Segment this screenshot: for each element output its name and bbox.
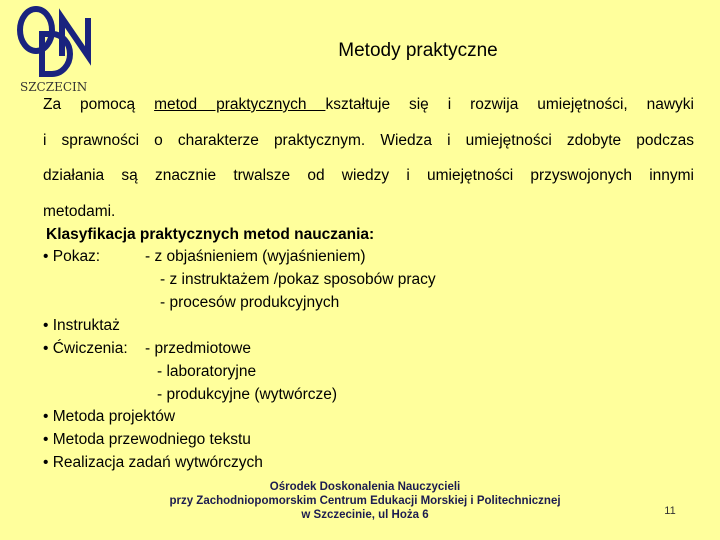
- list-subitem: - produkcyjne (wytwórcze): [157, 386, 338, 403]
- list-item: • Instruktaż: [43, 317, 120, 334]
- footer: [100, 480, 630, 522]
- list-item: • Pokaz:: [43, 248, 101, 265]
- list-subitem: - z objaśnieniem (wyjaśnieniem): [145, 248, 366, 265]
- intro-line-3: działania są znacznie trwalsze od wiedzy i umiejętności przyswojonych innymi: [43, 167, 694, 184]
- classification-heading: Klasyfikacja praktycznych metod nauczania:: [46, 226, 375, 243]
- intro-text: Za pomocą: [43, 96, 155, 113]
- intro-line-2: i sprawności o charakterze praktycznym. Wiedza i umiejętności zdobyte podczas: [43, 132, 694, 149]
- list-subitem: - laboratoryjne: [157, 363, 257, 380]
- slide-title: Metody praktyczne: [338, 40, 498, 61]
- intro-line-1: [43, 96, 694, 114]
- list-item: • Metoda przewodniego tekstu: [43, 431, 251, 448]
- list-subitem: - z instruktażem /pokaz sposobów pracy: [160, 271, 436, 288]
- list-subitem: - procesów produkcyjnych: [160, 294, 340, 311]
- list-item: • Metoda projektów: [43, 408, 176, 425]
- svg-text:SZCZECIN: SZCZECIN: [20, 80, 88, 94]
- list-item: • Realizacja zadań wytwórczych: [43, 454, 263, 471]
- footer-line: przy Zachodniopomorskim Centrum Edukacji Morskiej i Politechnicznej: [169, 495, 561, 507]
- odn-logo: [14, 4, 104, 94]
- footer-line: Ośrodek Doskonalenia Nauczycieli: [269, 481, 461, 493]
- list-item: • Ćwiczenia:: [43, 340, 128, 357]
- intro-line-4: metodami.: [43, 203, 116, 220]
- page-number: 11: [664, 505, 676, 517]
- intro-underlined: metod praktycznych: [154, 96, 326, 113]
- footer-line: w Szczecinie, ul Hoża 6: [301, 509, 429, 521]
- intro-text: kształtuje się i rozwija umiejętności, nawyki: [325, 96, 694, 113]
- list-subitem: - przedmiotowe: [145, 340, 251, 357]
